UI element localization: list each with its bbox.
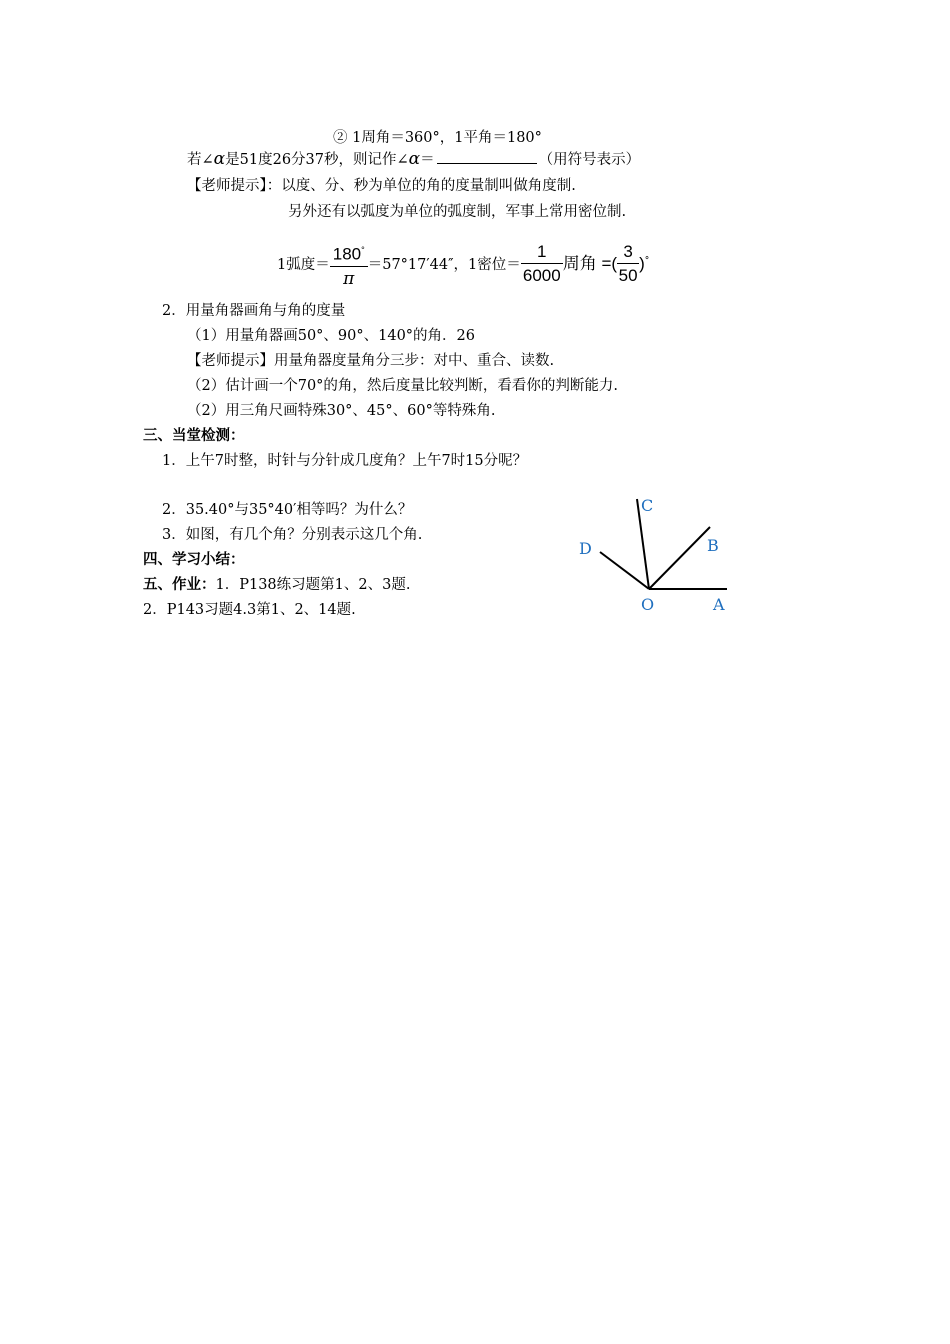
fraction-180-pi-degree: ° bbox=[361, 245, 365, 255]
line-alpha-notation bbox=[187, 149, 640, 170]
degree-mark: ° bbox=[644, 256, 650, 266]
section-2-heading-text: 2．用量角器画角与角的度量 bbox=[162, 303, 346, 319]
homework-2 bbox=[143, 600, 356, 620]
section-2-tip bbox=[187, 351, 554, 371]
radian-value: ＝57°17′44″，1密位＝ bbox=[367, 256, 521, 273]
radian-prefix: 1弧度＝ bbox=[277, 256, 330, 273]
teacher-tip-2-text: 另外还有以弧度为单位的弧度制，军事上常用密位制. bbox=[288, 204, 627, 220]
fraction-1-6000-numerator: 1 bbox=[521, 241, 563, 264]
section-3-heading-text: 三、当堂检测： bbox=[143, 427, 245, 444]
label-o: O bbox=[641, 595, 655, 614]
label-b: B bbox=[707, 536, 719, 555]
text-ruo: 若∠ bbox=[187, 152, 214, 168]
ray-od bbox=[600, 552, 649, 589]
section-4-heading bbox=[143, 550, 245, 570]
question-1 bbox=[162, 451, 527, 471]
fraction-3-50-denominator: 50 bbox=[618, 266, 638, 286]
question-1-text: 1．上午7时整，时针与分针成几度角？上午7时15分呢？ bbox=[162, 453, 528, 469]
fraction-180-pi-numerator-value: 180 bbox=[332, 244, 362, 264]
teacher-tip-1 bbox=[187, 176, 576, 196]
section-2-item-3-text: （2）用三角尺画特殊30°、45°、60°等特殊角. bbox=[187, 403, 496, 419]
question-3 bbox=[162, 525, 422, 545]
section-2-heading bbox=[162, 301, 345, 321]
fraction-1-6000-denominator: 6000 bbox=[522, 266, 561, 286]
close-paren: ) bbox=[639, 253, 645, 273]
section-2-tip-text: 【老师提示】用量角器度量角分三步：对中、重合、读数. bbox=[187, 353, 555, 369]
section-2-item-1-text: （1）用量角器画50°、90°、140°的角．26 bbox=[187, 328, 476, 344]
line-radian-mil bbox=[277, 236, 649, 291]
text-equals: ＝ bbox=[420, 152, 435, 168]
line-full-angle bbox=[333, 128, 542, 148]
label-c: C bbox=[641, 496, 654, 515]
homework-label: 五、作业： bbox=[143, 576, 216, 593]
fraction-1-6000 bbox=[521, 241, 563, 288]
angle-figure bbox=[570, 490, 740, 620]
answer-blank[interactable] bbox=[437, 149, 537, 164]
ray-ob bbox=[649, 527, 710, 589]
fraction-180-pi-denominator: π bbox=[343, 268, 355, 289]
section-2-item-2 bbox=[187, 376, 618, 396]
teacher-tip-2 bbox=[288, 202, 626, 222]
homework-1: 1．P138练习题第1、2、3题. bbox=[215, 577, 411, 593]
section-2-item-3 bbox=[187, 401, 495, 421]
section-2-item-1 bbox=[187, 326, 475, 346]
alpha-symbol: α bbox=[213, 149, 226, 169]
section-4-heading-text: 四、学习小结： bbox=[143, 551, 245, 568]
section-3-heading bbox=[143, 426, 245, 446]
fraction-3-50-numerator: 3 bbox=[617, 241, 639, 264]
homework-2-text: 2．P143习题4.3第1、2、14题. bbox=[143, 602, 356, 618]
alpha-symbol-2: α bbox=[408, 149, 421, 169]
question-2 bbox=[162, 500, 412, 520]
full-angle-text: ② 1周角＝360°，1平角＝180° bbox=[333, 130, 542, 146]
section-5-heading bbox=[143, 575, 410, 595]
question-3-text: 3．如图，有几个角？分别表示这几个角. bbox=[162, 527, 423, 543]
label-a: A bbox=[713, 595, 725, 614]
label-d: D bbox=[579, 539, 592, 558]
question-2-text: 2．35.40°与35°40′相等吗？为什么？ bbox=[162, 502, 413, 518]
fraction-3-50 bbox=[617, 241, 639, 288]
text-alpha-desc: 是51度26分37秒，则记作∠ bbox=[225, 152, 409, 168]
fraction-180-pi bbox=[330, 239, 368, 291]
fraction-180-pi-numerator bbox=[330, 239, 368, 267]
text-symbol-hint: （用符号表示） bbox=[538, 152, 641, 168]
text-zhoujiao: 周角 =( bbox=[562, 253, 618, 273]
teacher-tip-1-text: 【老师提示】：以度、分、秒为单位的角的度量制叫做角度制. bbox=[187, 178, 576, 194]
section-2-item-2-text: （2）估计画一个70°的角，然后度量比较判断，看看你的判断能力. bbox=[187, 378, 619, 394]
